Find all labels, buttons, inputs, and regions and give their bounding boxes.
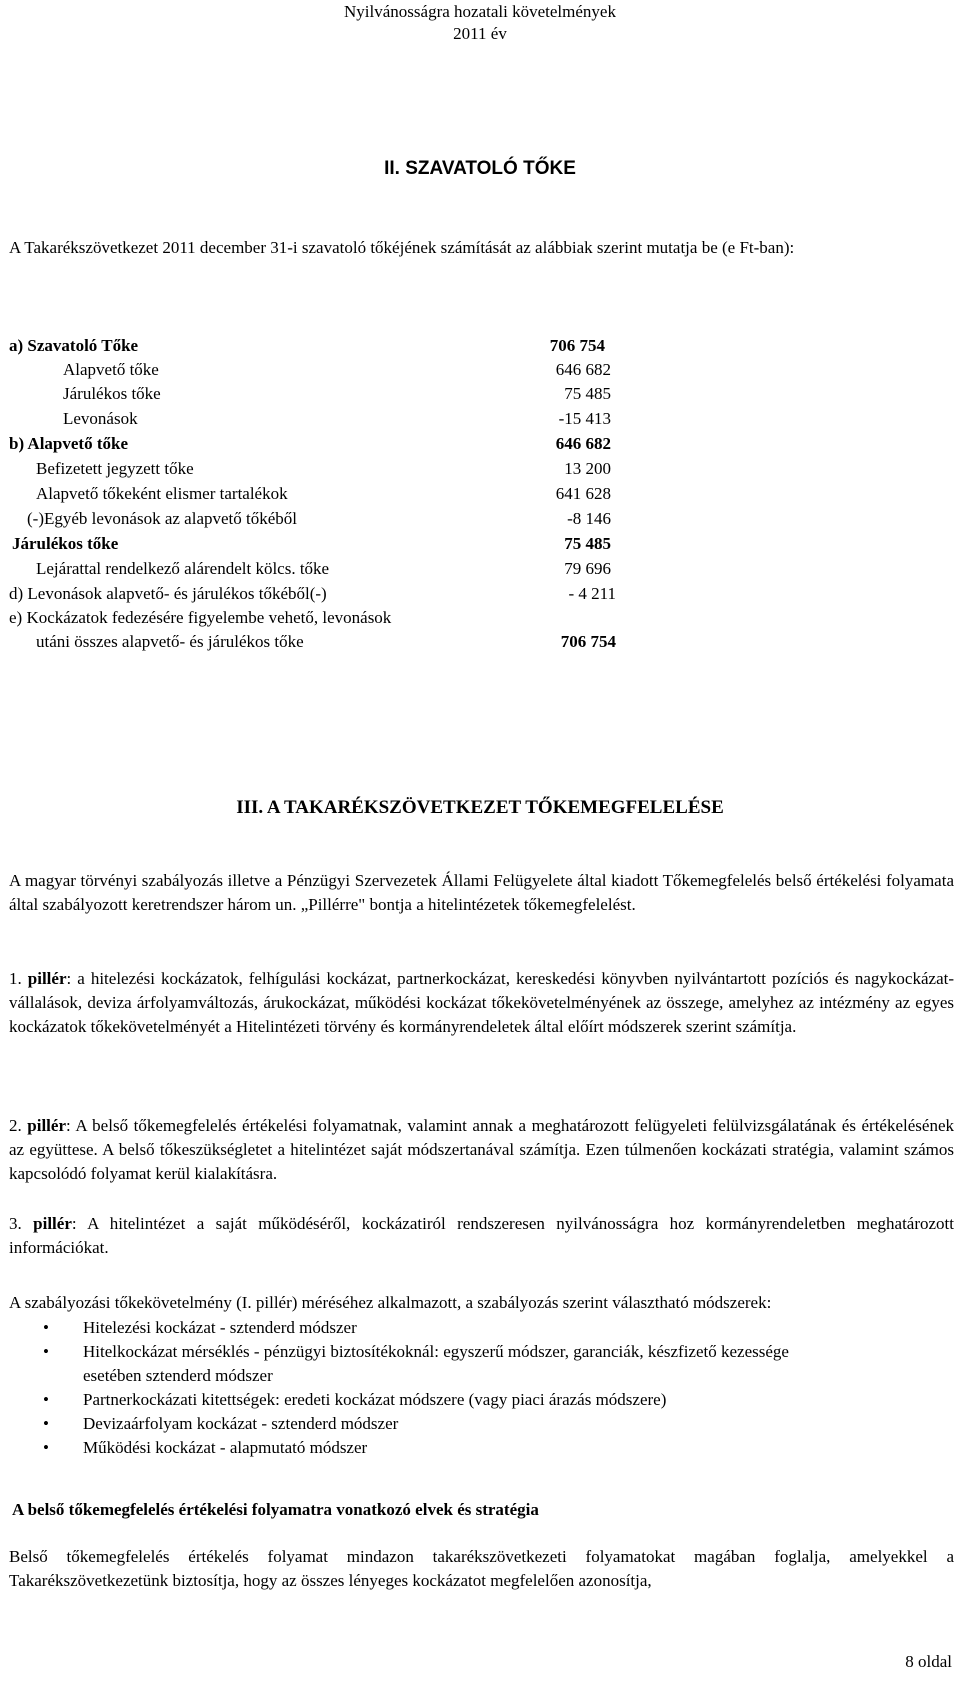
- table-row: [0, 384, 620, 408]
- table-row: [0, 484, 620, 508]
- pillar-word: pillér: [27, 969, 67, 988]
- list-item: • Hitelezési kockázat - sztenderd módszer: [0, 1316, 960, 1340]
- table-row: [0, 459, 620, 483]
- row-value: 75 485: [564, 384, 611, 403]
- table-row: [0, 336, 620, 360]
- row-value: 75 485: [564, 534, 611, 553]
- row-label: Járulékos tőke: [63, 384, 161, 403]
- pillar-word: pillér: [33, 1214, 72, 1233]
- row-label: (-)Egyéb levonások az alapvető tőkéből: [27, 509, 298, 528]
- bullet-icon: •: [43, 1438, 49, 1457]
- row-label: Alapvető tőkeként elismer tartalékok: [36, 484, 288, 503]
- table-row: [0, 608, 620, 632]
- paragraph-pillar-3: [9, 1212, 954, 1260]
- row-value: 706 754: [560, 632, 616, 651]
- methods-intro: A szabályozási tőkekövetelmény (I. pillér) méréséhez alkalmazott, a szabályozás szerint választható módszerek:: [9, 1293, 772, 1312]
- list-item: • Működési kockázat - alapmutató módszer: [0, 1436, 960, 1460]
- row-label: a) Szavatoló Tőke: [9, 336, 139, 355]
- pillar-number: 3.: [9, 1214, 22, 1233]
- pillar-number: 2.: [9, 1116, 22, 1135]
- row-value: -15 413: [558, 409, 611, 428]
- row-label: e) Kockázatok fedezésére figyelembe vehető, levonások: [9, 608, 392, 627]
- methods-list: [0, 1316, 960, 1460]
- row-value: 706 754: [549, 336, 605, 355]
- paragraph-closing: Belső tőkemegfelelés értékelés folyamat mindazon takarékszövetkezeti folyamatokat magában foglalja, amelyekkel a Takarékszövetkezetünk biztosítja, hogy az összes lényeges kockázatot megfelelően azonosítja,: [9, 1547, 954, 1590]
- pillar-number: 1.: [9, 969, 22, 988]
- section-ii-title: II. SZAVATOLÓ TŐKE: [384, 158, 576, 179]
- row-label: Levonások: [63, 409, 138, 428]
- table-row: [0, 632, 620, 656]
- table-row: [0, 409, 620, 433]
- header-year: 2011 év: [453, 24, 507, 43]
- row-label: Lejárattal rendelkező alárendelt kölcs. tőke: [36, 559, 330, 578]
- page-number: 8 oldal: [905, 1652, 952, 1671]
- row-label: b) Alapvető tőke: [9, 434, 128, 453]
- pillar-text: : a hitelezési kockázatok, felhígulási kockázat, partnerkockázat, kereskedési könyvben nyilvántartott pozíciós és nagykockázat-vállalások, deviza árfolyamváltozás, árukockázat, működési kockázat tőkekövetelményének az összege, amelyhez az intézmény az egyes kockázatok tőkekövetelményét a Hitelintézeti törvény és kormányrendeletek által előírt módszerek szerint számítja.: [9, 969, 954, 1036]
- table-row: [0, 584, 620, 608]
- row-value: 641 628: [555, 484, 611, 503]
- pillar-word: pillér: [27, 1116, 66, 1135]
- row-label: d) Levonások alapvető- és járulékos tőkéből(-): [9, 584, 327, 603]
- list-item: • Hitelkockázat mérséklés - pénzügyi biztosítékoknál: egyszerű módszer, garanciák, készfizető kezessége esetében sztenderd módszer: [43, 1342, 789, 1385]
- table-row: [0, 559, 620, 583]
- row-label: Befizetett jegyzett tőke: [36, 459, 194, 478]
- row-label: Járulékos tőke: [12, 534, 119, 553]
- paragraph-pillar-1: [9, 967, 954, 1039]
- header-title: Nyilvánosságra hozatali követelmények: [344, 2, 616, 21]
- bullet-icon: •: [43, 1342, 49, 1361]
- row-value: 79 696: [564, 559, 611, 578]
- row-value: 13 200: [564, 459, 611, 478]
- bullet-icon: •: [43, 1414, 49, 1433]
- bullet-icon: •: [43, 1390, 49, 1409]
- row-value: 646 682: [555, 434, 611, 453]
- row-value: 646 682: [555, 360, 611, 379]
- list-item: • Partnerkockázati kitettségek: eredeti kockázat módszere (vagy piaci árazás módszere): [0, 1388, 960, 1412]
- row-value: - 4 211: [568, 584, 616, 603]
- bullet-icon: •: [43, 1318, 49, 1337]
- section-ii-intro: A Takarékszövetkezet 2011 december 31-i szavatoló tőkéjének számítását az alábbiak szerint mutatja be (e Ft-ban):: [9, 238, 795, 257]
- table-row: [0, 509, 620, 533]
- row-value: -8 146: [567, 509, 611, 528]
- pillar-text: : A hitelintézet a saját működéséről, kockázatiról rendszeresen nyilvánosságra hoz kormányrendeletben meghatározott információkat.: [9, 1214, 954, 1257]
- row-label: utáni összes alapvető- és járulékos tőke: [36, 632, 304, 651]
- list-item: • Devizaárfolyam kockázat - sztenderd módszer: [0, 1412, 960, 1436]
- paragraph-pillar-2: [9, 1114, 954, 1186]
- pillar-text: : A belső tőkemegfelelés értékelési folyamatnak, valamint annak a meghatározott felügyeleti felülvizsgálatának és értékelésének az együttese. A belső tőkeszükségletet a hitelintézet saját módszertanával számítja. Ezen túlmenően kockázati stratégia, valamint számos kapcsolódó folyamat kerül kialakításra.: [9, 1116, 954, 1183]
- row-label: Alapvető tőke: [63, 360, 159, 379]
- table-row: [0, 360, 620, 384]
- subheading-strategy: A belső tőkemegfelelés értékelési folyamatra vonatkozó elvek és stratégia: [12, 1500, 539, 1519]
- table-row: [0, 434, 620, 458]
- table-row: [0, 534, 620, 558]
- paragraph-intro: A magyar törvényi szabályozás illetve a Pénzügyi Szervezetek Állami Felügyelete által kiadott Tőkemegfelelés belső értékelési folyamata által szabályozott keretrendszer három un. „Pillérre" bontja a hitelintézetek tőkemegfelelést.: [9, 871, 954, 914]
- section-iii-title: III. A TAKARÉKSZÖVETKEZET TŐKEMEGFELELÉSE: [236, 797, 724, 818]
